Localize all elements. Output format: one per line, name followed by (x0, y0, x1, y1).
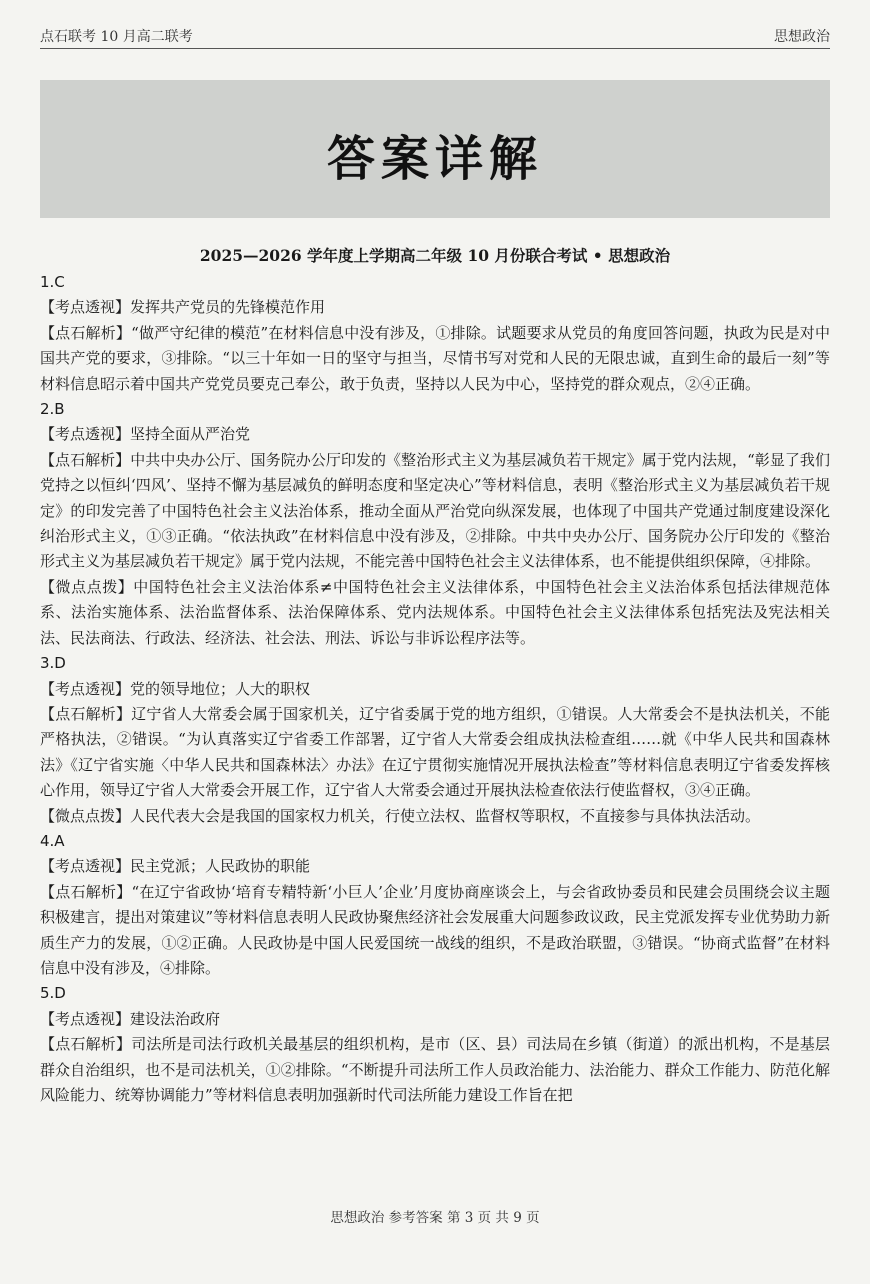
page-header (40, 24, 830, 49)
block-tag: 【微点点拨】 (40, 806, 131, 825)
header-subject: 思想政治 (774, 29, 830, 45)
block-text: 人民代表大会是我国的国家权力机关，行使立法权、监督权等职权，不直接参与具体执法活动。 (130, 806, 761, 825)
answer-block (40, 1007, 830, 1032)
page-title: 答案详解 (326, 131, 543, 187)
answer-block (40, 321, 830, 397)
block-tag: 【点石解析】 (40, 450, 131, 469)
block-text: “在辽宁省政协‘培育专精特新‘小巨人’企业’月度协商座谈会上，与会省政协委员和民建会员围绕会议主题积极建言，提出对策建议”等材料信息表明人民政协聚焦经济社会发展重大问题参政议政，民主党派发挥专业优势助力新质生产力的发展，①②正确。人民政协是中国人民爱国统一战线的组织，不是政治联盟，③错误。“协商式监督”在材料信息中没有涉及，④排除。 (40, 882, 830, 977)
answer-content (40, 270, 830, 1108)
answer-block (40, 448, 830, 575)
answer-block (40, 880, 830, 982)
question-5 (40, 981, 830, 1108)
block-text: 党的领导地位；人大的职权 (130, 679, 311, 698)
title-banner (40, 80, 830, 218)
question-2 (40, 397, 830, 651)
block-tag: 【点石解析】 (40, 882, 132, 901)
question-number: 3.D (40, 654, 66, 673)
answer-block (40, 1032, 830, 1108)
answer-block (40, 854, 830, 879)
block-tag: 【考点透视】 (40, 1009, 131, 1028)
block-tag: 【考点透视】 (40, 857, 131, 876)
answer-block (40, 677, 830, 702)
question-number: 4.A (40, 831, 65, 850)
block-tag: 【考点透视】 (40, 425, 131, 444)
block-text: 民主党派；人民政协的职能 (130, 857, 311, 876)
block-text: 中共中央办公厅、国务院办公厅印发的《整治形式主义为基层减负若干规定》属于党内法规，“彰显了我们党持之以恒纠‘四风’、坚持不懈为基层减负的鲜明态度和坚定决心”等材料信息，表明《整治形式主义为基层减负若干规定》的印发完善了中国特色社会主义法治体系，推动全面从严治党向纵深发展，也体现了中国共产党通过制度建设深化纠治形式主义，①③正确。“依法执政”在材料信息中没有涉及，②排除。中共中央办公厅、国务院办公厅印发的《整治形式主义为基层减负若干规定》属于党内法规，不能完善中国特色社会主义法律体系，也不能提供组织保障，④排除。 (40, 450, 830, 571)
block-tag: 【考点透视】 (40, 298, 131, 317)
block-tag: 【微点点拨】 (40, 577, 134, 596)
question-4 (40, 829, 830, 981)
block-text: “做严守纪律的模范”在材料信息中没有涉及，①排除。试题要求从党员的角度回答问题，执政为民是对中国共产党的要求，③排除。“以三十年如一日的坚守与担当，尽情书写对党和人民的无限忠诚，直到生命的最后一刻”等材料信息昭示着中国共产党党员要克己奉公，敢于负责，坚持以人民为中心，坚持党的群众观点，②④正确。 (40, 323, 830, 393)
question-number: 5.D (40, 984, 66, 1003)
answer-block (40, 804, 830, 829)
block-tag: 【点石解析】 (40, 1035, 132, 1054)
question-3 (40, 651, 830, 829)
block-text: 司法所是司法行政机关最基层的组织机构，是市（区、县）司法局在乡镇（街道）的派出机构，不是基层群众自治组织，也不是司法机关，①②排除。“不断提升司法所工作人员政治能力、法治能力、群众工作能力、防范化解风险能力、统筹协调能力”等材料信息表明加强新时代司法所能力建设工作旨在把 (40, 1035, 830, 1104)
question-1 (40, 270, 830, 397)
block-tag: 【点石解析】 (40, 704, 132, 723)
block-tag: 【考点透视】 (40, 679, 131, 698)
block-text: 建设法治政府 (130, 1009, 221, 1028)
header-exam-name: 点石联考 10 月高二联考 (40, 29, 193, 45)
answer-block (40, 702, 830, 804)
question-number: 2.B (40, 400, 65, 419)
block-text: 中国特色社会主义法治体系≠中国特色社会主义法律体系，中国特色社会主义法治体系包括法律规范体系、法治实施体系、法治监督体系、法治保障体系、党内法规体系。中国特色社会主义法律体系包括宪法及宪法相关法、民法商法、行政法、经济法、社会法、刑法、诉讼与非诉讼程序法等。 (40, 577, 830, 647)
block-text: 发挥共产党员的先锋模范作用 (130, 298, 326, 317)
answer-block (40, 575, 830, 651)
exam-title: 2025—2026 学年度上学期高二年级 10 月份联合考试 • 思想政治 (199, 246, 671, 265)
question-number: 1.C (40, 273, 65, 291)
answer-block (40, 422, 830, 447)
block-text: 坚持全面从严治党 (130, 425, 251, 444)
block-tag: 【点石解析】 (40, 323, 132, 342)
block-text: 辽宁省人大常委会属于国家机关，辽宁省委属于党的地方组织，①错误。人大常委会不是执法机关，不能严格执法，②错误。“为认真落实辽宁省委工作部署，辽宁省人大常委会组成执法检查组……就《中华人民共和国森林法》《辽宁省实施〈中华人民共和国森林法〉办法》在辽宁贯彻实施情况开展执法检查”等材料信息表明辽宁省委发挥核心作用，领导辽宁省人大常委会开展工作，辽宁省人大常委会通过开展执法检查依法行使监督权，③④正确。 (40, 704, 830, 800)
answer-block (40, 295, 830, 320)
page-footer: 思想政治 参考答案 第 3 页 共 9 页 (330, 1210, 540, 1226)
